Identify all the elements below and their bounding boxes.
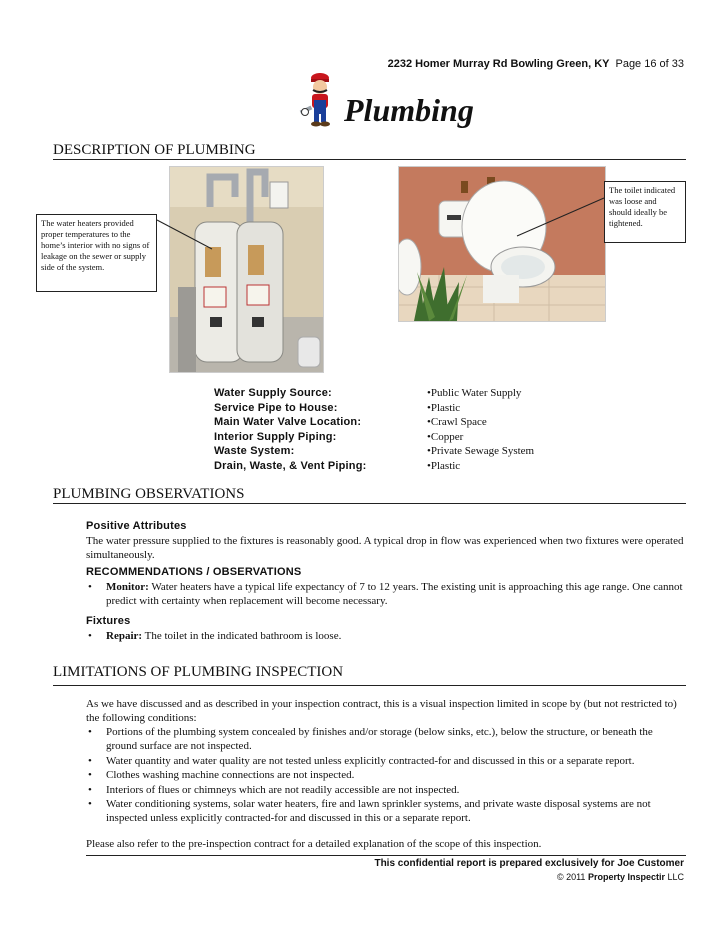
company-name: Property Inspectir <box>587 872 665 882</box>
section-divider <box>53 503 686 504</box>
limitation-text: Water conditioning systems, solar water heaters, fire and lawn sprinkler systems, and private waste disposal systems are not inspected unless explicitly contracted-for and discussed in this or a separate report. <box>106 798 651 824</box>
confidential-notice: This confidential report is prepared exclusively for Joe Customer <box>374 858 684 869</box>
page-number: Page 16 of 33 <box>615 58 684 70</box>
spec-label: Interior Supply Piping: <box>214 431 337 443</box>
toilet-photo <box>398 166 606 322</box>
water-heater-callout: The water heaters provided proper temperatures to the home’s interior with no signs of leakage on the sewer or supply side of the system. <box>36 214 157 292</box>
recommendation-item <box>86 580 686 608</box>
copyright-line <box>557 872 684 882</box>
limitation-item <box>86 797 686 825</box>
copyright-prefix: © 2011 <box>556 872 588 882</box>
water-heater-photo <box>169 166 324 373</box>
toilet-callout: The toilet indicated was loose and should ideally be tightened. <box>604 181 686 243</box>
limitation-text: Interiors of flues or chimneys which are not readily accessible are not inspected. <box>106 784 460 796</box>
bullet-icon: • <box>88 726 92 738</box>
limitation-item <box>86 725 686 753</box>
limitations-intro: As we have discussed and as described in your inspection contract, this is a visual inspection limited in scope by (but not restricted to) the following conditions: <box>86 698 677 724</box>
company-suffix: LLC <box>664 872 684 882</box>
spec-label: Water Supply Source: <box>214 387 332 399</box>
positive-attributes-text: The water pressure supplied to the fixtures is reasonably good. A typical drop in flow was experienced when two fixtures were operated simultaneously. <box>86 535 684 561</box>
spec-label: Drain, Waste, & Vent Piping: <box>214 460 367 472</box>
limitations-heading: LIMITATIONS OF PLUMBING INSPECTION <box>53 664 344 680</box>
recommendation-text: Water heaters have a typical life expectancy of 7 to 12 years. The existing unit is approaching this age range. One cannot predict with certainty when replacement will become necessary. <box>106 581 683 607</box>
recommendations-title: RECOMMENDATIONS / OBSERVATIONS <box>86 566 302 578</box>
fixtures-title: Fixtures <box>86 615 131 627</box>
observations-heading: PLUMBING OBSERVATIONS <box>53 486 245 502</box>
section-divider <box>53 685 686 686</box>
limitation-item <box>86 768 686 782</box>
positive-attributes-title: Positive Attributes <box>86 520 187 532</box>
fixtures-item <box>86 629 686 643</box>
bullet-icon: • <box>88 581 92 593</box>
callout-pointer-line <box>515 196 607 240</box>
spec-label: Waste System: <box>214 445 295 457</box>
spec-value: •Copper <box>427 431 464 443</box>
spec-value: •Plastic <box>427 460 461 472</box>
report-header <box>388 58 684 70</box>
property-address: 2232 Homer Murray Rd Bowling Green, KY <box>387 58 610 70</box>
footer-divider <box>86 855 686 856</box>
bullet-icon: • <box>88 630 92 642</box>
limitation-item <box>86 783 686 797</box>
spec-value: •Crawl Space <box>427 416 487 428</box>
bullet-icon: • <box>88 755 92 767</box>
limitation-text: Clothes washing machine connections are not inspected. <box>106 769 355 781</box>
fixtures-label: Repair: <box>106 630 143 642</box>
limitation-text: Water quantity and water quality are not tested unless explicitly contracted-for and discussed in this or a separate report. <box>106 755 635 767</box>
spec-value: •Plastic <box>427 402 461 414</box>
limitation-item <box>86 754 686 768</box>
plumber-mascot-icon <box>298 70 340 128</box>
description-heading: DESCRIPTION OF PLUMBING <box>53 142 256 158</box>
spec-label: Main Water Valve Location: <box>214 416 362 428</box>
bullet-icon: • <box>88 769 92 781</box>
limitations-closing: Please also refer to the pre-inspection contract for a detailed explanation of the scope of this inspection. <box>86 838 542 850</box>
recommendation-label: Monitor: <box>106 581 149 593</box>
bullet-icon: • <box>88 798 92 810</box>
limitation-text: Portions of the plumbing system concealed by finishes and/or storage (below sinks, etc.), below the structure, or beneath the ground surface are not inspected. <box>106 726 653 752</box>
callout-pointer-line <box>157 214 217 254</box>
fixtures-text: The toilet in the indicated bathroom is loose. <box>142 630 342 642</box>
spec-value: •Private Sewage System <box>427 445 535 457</box>
page-title: Plumbing <box>344 92 474 128</box>
spec-value: •Public Water Supply <box>427 387 522 399</box>
section-divider <box>53 159 686 160</box>
bullet-icon: • <box>88 784 92 796</box>
spec-label: Service Pipe to House: <box>214 402 338 414</box>
